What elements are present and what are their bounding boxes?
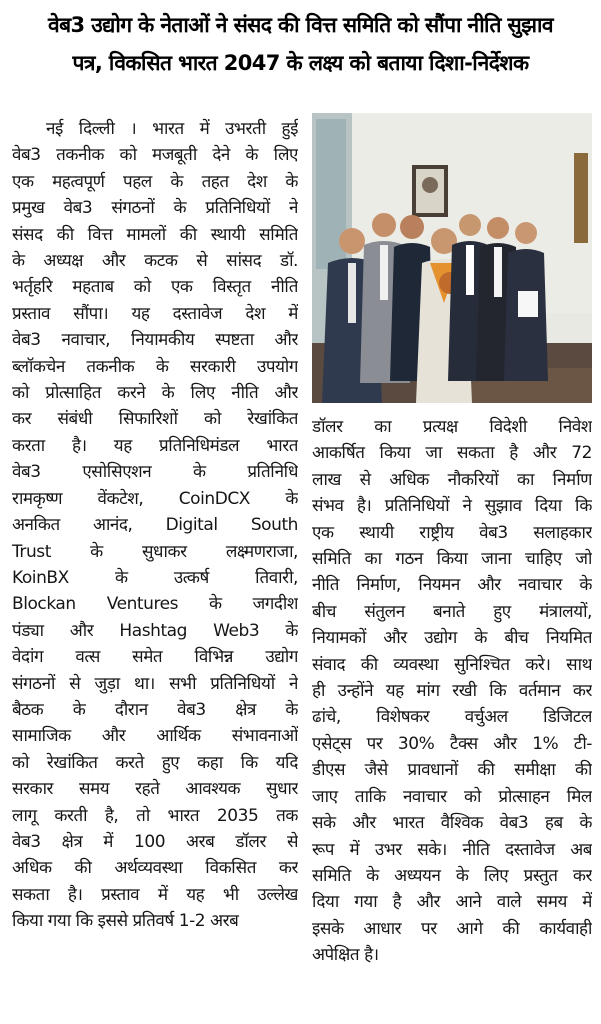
article-line: वेब3 एसोसिएशन के प्रतिनिधि — [12, 462, 298, 483]
article-line: लाख से अधिक नौकरियों का निर्माण — [312, 469, 592, 490]
article-line: अनकित आनंद, Digital South — [12, 515, 298, 536]
article-line: ढांचे, विशेषकर वर्चुअल डिजिटल — [312, 707, 592, 728]
article-line: जाए ताकि नवाचार को प्रोत्साहन मिल — [312, 786, 592, 807]
article-line: आकर्षित किया जा सकता है और 72 — [312, 443, 592, 464]
article-line: को रेखांकित करते हुए कहा कि यदि — [12, 752, 298, 773]
article-line: संगठनों से जुड़ा था। सभी प्रतिनिधियों ने — [12, 673, 298, 694]
article-line: सामाजिक और आर्थिक संभावनाओं — [12, 726, 298, 747]
article-line: संवाद की व्यवस्था सुनिश्चित करे। साथ — [312, 654, 592, 675]
article-line: डॉलर का प्रत्यक्ष विदेशी निवेश — [312, 417, 592, 437]
article-line: वेब3 क्षेत्र में 100 अरब डॉलर से — [12, 831, 298, 852]
article-line: ब्लॉकचेन तकनीक के सरकारी उपयोग — [12, 356, 298, 377]
article-line: एसेट्स पर 30% टैक्स और 1% टी- — [312, 733, 592, 754]
article-line: कर संबंधी सिफारिशों को रेखांकित — [12, 409, 298, 430]
article-line: बीच संतुलन बनाते हुए मंत्रालयों, — [312, 601, 592, 622]
article-line: अपेक्षित है। — [312, 945, 379, 966]
article-line: समिति के अध्ययन के लिए प्रस्तुत कर — [312, 865, 592, 886]
article-line: करता है। यह प्रतिनिधिमंडल भारत — [12, 435, 298, 456]
headline — [6, 6, 595, 82]
article-line: Blockan Ventures के जगदीश — [12, 594, 298, 615]
article-line: सके और भारत वैश्विक वेब3 हब के — [312, 813, 592, 834]
headline-line-1: वेब3 उद्योग के नेताओं ने संसद की वित्त समिति को सौंपा नीति सुझाव — [48, 13, 553, 37]
article-line: एक स्थायी राष्ट्रीय वेब3 सलाहकार — [312, 522, 592, 543]
article-line: डीएस जैसे प्रावधानों की समीक्षा की — [312, 760, 592, 781]
article-line: वेब3 नवाचार, नियामकीय स्पष्टता और — [12, 330, 298, 351]
article-line: नई दिल्ली । भारत में उभरती हुई — [46, 119, 298, 139]
article-line: बैठक के दौरान वेब3 क्षेत्र के — [12, 699, 298, 720]
article-line: पंड्या और Hashtag Web3 के — [12, 620, 298, 641]
article-line: सरकार समय रहते आवश्यक सुधार — [12, 779, 298, 800]
article-line: एक महत्वपूर्ण पहल के तहत देश के — [12, 171, 298, 192]
photo-illustration — [312, 113, 592, 403]
headline-line-2: पत्र, विकसित भारत 2047 के लक्ष्य को बताया दिशा-निर्देशक — [72, 51, 529, 75]
article-line: समिति का गठन किया जाना चाहिए जो — [312, 549, 592, 570]
article-line: संभव है। प्रतिनिधियों ने सुझाव दिया कि — [312, 496, 592, 517]
article-line: नियामकों और उद्योग के बीच नियमित — [312, 628, 592, 649]
article-line: लागू करती है, तो भारत 2035 तक — [12, 805, 298, 826]
article-line: के अध्यक्ष और कटक से सांसद डॉ. — [12, 251, 298, 272]
article-line: इसके आधार पर आगे की कार्यवाही — [312, 918, 592, 939]
article-line: दिया गया है और आने वाले समय में — [312, 892, 592, 913]
article-line: Trust के सुधाकर लक्ष्मणराजा, — [12, 541, 298, 562]
article-line: ही उन्होंने यह मांग रखी कि वर्तमान कर — [312, 681, 592, 702]
article-line: प्रमुख वेब3 संगठनों के प्रतिनिधियों ने — [12, 198, 298, 219]
article-line: संसद की वित्त मामलों की स्थायी समिति — [12, 224, 298, 245]
article-line: भर्तृहरि महताब को एक विस्तृत नीति — [12, 277, 298, 298]
article-line: नीति निर्माण, नियमन और नवाचार के — [312, 575, 592, 596]
article-line: रूप में उभर सके। नीति दस्तावेज अब — [312, 839, 592, 860]
article-line: वेब3 तकनीक को मजबूती देने के लिए — [12, 145, 298, 166]
article-line: किया गया कि इससे प्रतिवर्ष 1-2 अरब — [12, 911, 239, 932]
article-line: प्रस्ताव सौंपा। यह दस्तावेज देश में — [12, 303, 298, 324]
article-left-column — [12, 116, 298, 935]
article-line: सकता है। प्रस्ताव में यह भी उल्लेख — [12, 884, 298, 905]
article-line: KoinBX के उत्कर्ष तिवारी, — [12, 567, 298, 588]
article-right-column — [312, 414, 592, 969]
article-line: रामकृष्ण वेंकटेश, CoinDCX के — [12, 488, 298, 509]
article-line: अधिक की अर्थव्यवस्था विकसित कर — [12, 858, 298, 879]
article-line: वेदांग वत्स समेत विभिन्न उद्योग — [12, 647, 298, 668]
news-photo — [312, 113, 592, 403]
article-line: को प्रोत्साहित करने के लिए नीति और — [12, 383, 298, 404]
